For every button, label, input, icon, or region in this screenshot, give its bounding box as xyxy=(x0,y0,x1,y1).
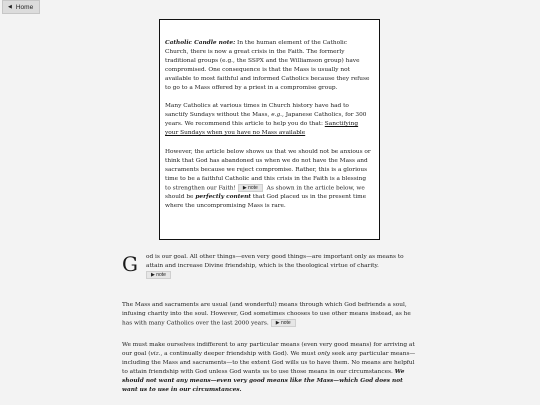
article-emphasis: We should not want any means—even very good means like the Mass—which God does not want us to use in our circumstances. xyxy=(122,369,405,393)
home-button[interactable] xyxy=(2,0,40,14)
notice-paragraph-3 xyxy=(165,148,371,211)
article-paragraph-2 xyxy=(122,301,418,328)
notice-paragraph-1 xyxy=(165,39,371,92)
notice-emphasis: perfectly content xyxy=(195,194,251,201)
note-button[interactable]: ▶ note xyxy=(238,184,263,192)
article-text-3a: We must make ourselves indifferent to any particular means (even very good means) for arriving at our goal ( xyxy=(122,342,415,358)
notice-eg: e.g. xyxy=(271,112,283,119)
article-paragraph-1 xyxy=(122,253,418,280)
drop-cap: G xyxy=(122,252,138,276)
article-paragraph-3 xyxy=(122,341,418,394)
notice-text-3b: As shown in the article below, we should be xyxy=(165,185,365,201)
sanctifying-sundays-link[interactable]: Sanctifying your Sundays when you have no Mass available xyxy=(165,121,359,137)
article-text-3c: seek any particular means—including the Mass and sacraments—to the extent God wills us to have them. No means are helpful to attain friendship with God unless God wants us to use those means in our circumstances. xyxy=(122,351,416,376)
article-text-1: od is our goal. All other things—even very good things—are important only as means to attain and increase Divine friendship, which is the theological virtue of charity. xyxy=(146,254,404,269)
notice-text-2a: Many Catholics at various times in Church history have had to sanctify Sundays without the Mass, xyxy=(165,103,349,119)
article-text-3b: , a continually deeper friendship with God). We must xyxy=(160,351,318,358)
article-viz: viz. xyxy=(150,351,161,358)
notice-text-3c: that God placed us in the present time where the uncompromising Mass is rare. xyxy=(165,194,367,209)
article-body xyxy=(122,253,418,395)
article-text-2: The Mass and sacraments are usual (and wonderful) means through which God befriends a soul, infusing charity into the soul. However, God sometimes chooses to use other means instead, as he has with many Catholics over the last 2000 years. xyxy=(122,302,411,327)
notice-box xyxy=(159,19,380,240)
article-only: only xyxy=(317,351,330,358)
note-button[interactable]: ▶ note xyxy=(146,271,171,279)
notice-lead: Catholic Candle note: xyxy=(165,40,236,46)
notice-text-1: In the human element of the Catholic Church, there is now a great crisis in the Faith. The formerly traditional groups (e.g., the SSPX and the Williamson group) have compromised. One consequence is that the Mass is usually not available to most faithful and informed Catholics because they refuse to go to a Mass offered by a priest in a compromise group. xyxy=(165,40,370,91)
notice-text-3a: However, the article below shows us that we should not be anxious or think that God has abandoned us when we do not have the Mass and sacraments because we reject compromise. Rather, this is a glorious time to be a faithful Catholic and this crisis in the Faith is a blessing to strengthen our Faith! xyxy=(165,149,371,192)
notice-paragraph-2 xyxy=(165,102,371,138)
notice-text-2b: , Japanese Catholics, for 300 years. We recommend this article to help you do that: xyxy=(165,112,367,128)
note-button[interactable]: ▶ note xyxy=(271,319,296,327)
home-label: Home xyxy=(15,3,34,11)
triangle-left-icon: ◀ xyxy=(8,4,12,10)
